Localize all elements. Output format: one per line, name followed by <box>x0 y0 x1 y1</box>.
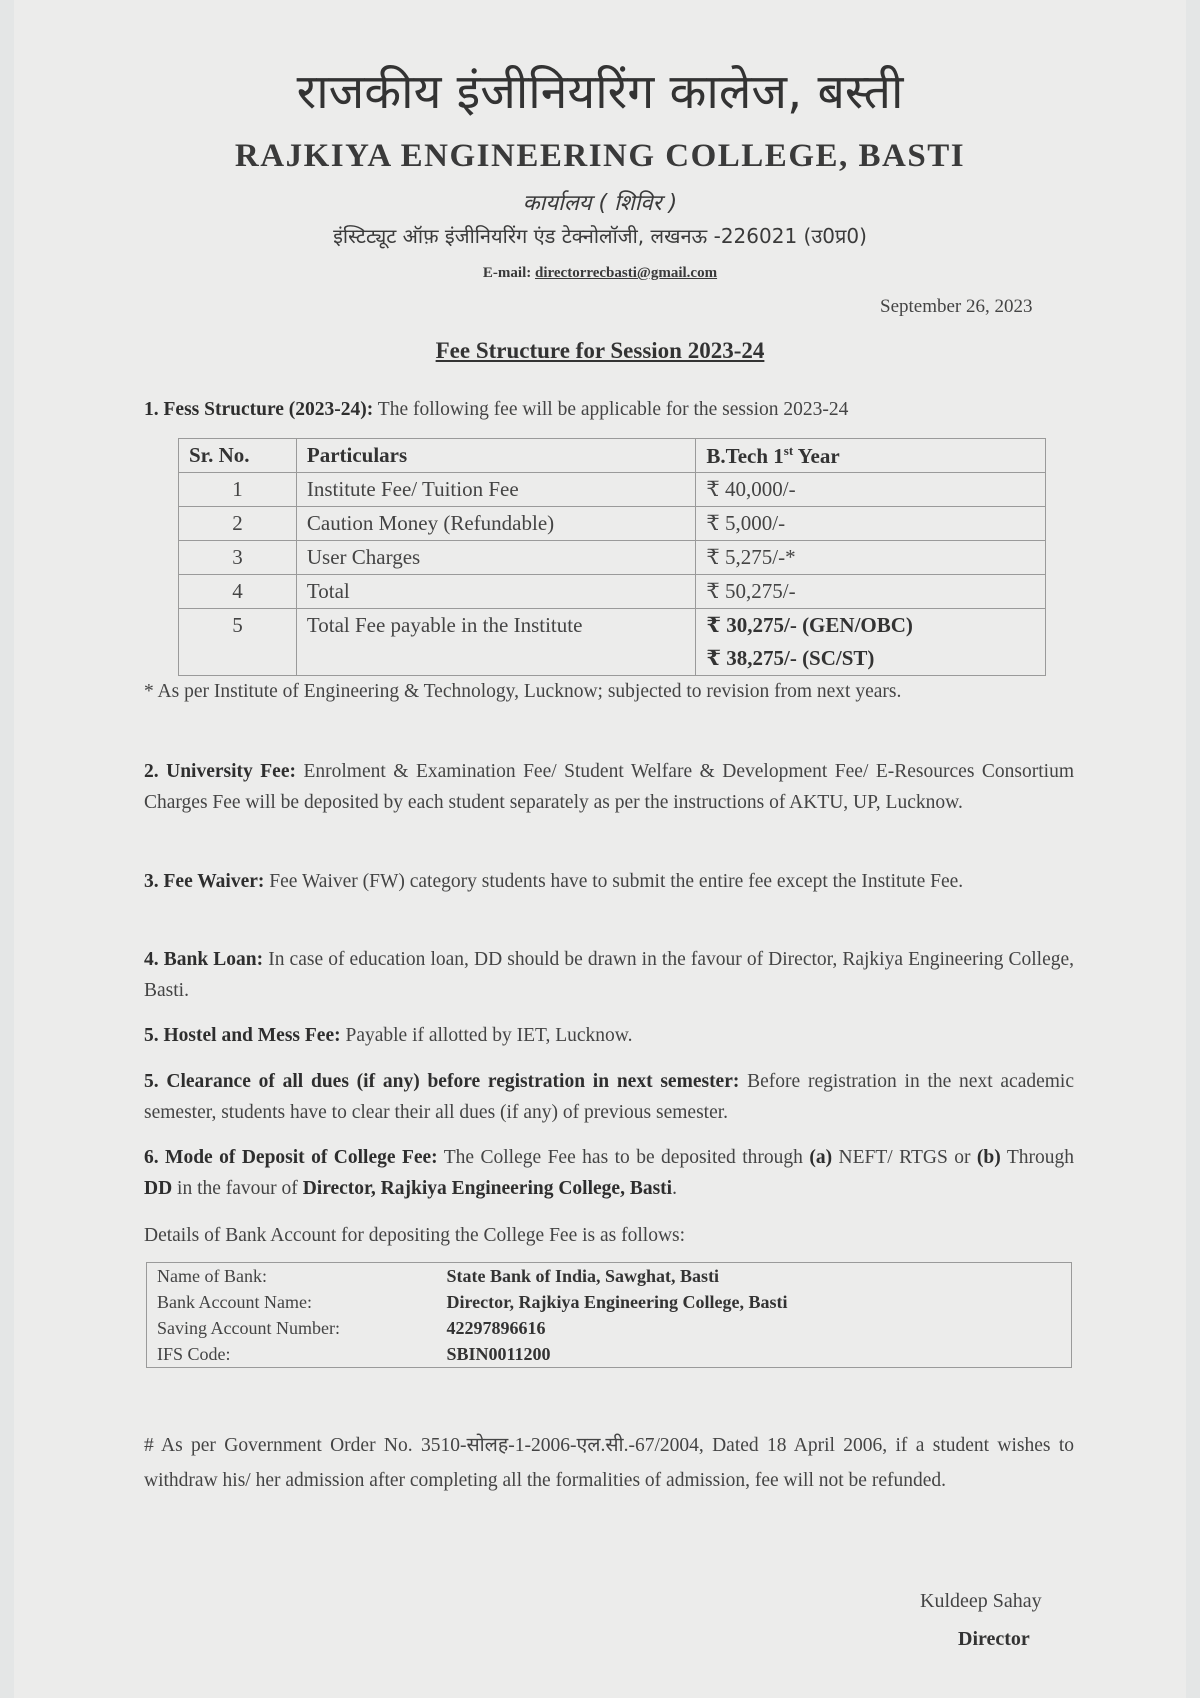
particular: Institute Fee/ Tuition Fee <box>296 473 696 507</box>
table-row <box>179 473 1046 507</box>
table-footnote: * As per Institute of Engineering & Technology, Lucknow; subjected to revision from next years. <box>144 681 902 702</box>
amount: ₹ 50,275/- <box>696 575 1046 609</box>
section-6-label: 6. Mode of Deposit of College Fee: <box>144 1147 438 1168</box>
bank-label: Bank Account Name: <box>157 1291 312 1312</box>
sr-no: 5 <box>179 609 297 676</box>
amount-gen-obc: ₹ 30,275/- (GEN/OBC) <box>706 613 913 637</box>
header-btech-year: B.Tech 1st Year <box>696 439 1046 473</box>
signatory-title: Director <box>958 1628 1030 1650</box>
section-5-clearance-label: 5. Clearance of all dues (if any) before registration in next semester: <box>144 1071 740 1092</box>
college-name-english: RAJKIYA ENGINEERING COLLEGE, BASTI <box>234 138 966 174</box>
email-line <box>0 265 1200 282</box>
header-sr-no: Sr. No. <box>179 439 297 473</box>
table-row <box>179 575 1046 609</box>
section-5-hostel-text: Payable if allotted by IET, Lucknow. <box>345 1025 633 1046</box>
amount <box>696 609 1046 676</box>
signatory-name: Kuldeep Sahay <box>920 1590 1042 1612</box>
section-3-text: Fee Waiver (FW) category students have to submit the entire fee except the Institute Fee. <box>269 871 964 892</box>
amount-sc-st: ₹ 38,275/- (SC/ST) <box>706 646 875 670</box>
email-label: E-mail: <box>482 265 532 281</box>
option-a: (a) <box>809 1147 833 1168</box>
header-particulars: Particulars <box>296 439 696 473</box>
section-6-text: NEFT/ RTGS or <box>838 1147 971 1168</box>
section-1-text: The following fee will be applicable for the session 2023-24 <box>377 399 849 420</box>
table-row <box>179 609 1046 676</box>
amount: ₹ 5,000/- <box>696 507 1046 541</box>
document-heading: Fee Structure for Session 2023-24 <box>435 338 765 363</box>
college-name-hindi: राजकीय इंजीनियरिंग कालेज, बस्ती <box>296 64 904 120</box>
section-3 <box>144 866 1074 897</box>
particular: Caution Money (Refundable) <box>296 507 696 541</box>
table-row <box>147 1289 1072 1315</box>
section-6-text: in the favour of <box>177 1178 298 1199</box>
sr-no: 3 <box>179 541 297 575</box>
table-row <box>147 1315 1072 1341</box>
section-6-text: Through <box>1006 1147 1075 1168</box>
section-1 <box>144 394 1074 425</box>
table-row <box>147 1263 1072 1290</box>
section-5-clearance-text: Before registration in the next academic semester, students have to clear their all dues (if any) of previous semester. <box>144 1071 1074 1123</box>
bank-value: 42297896616 <box>446 1317 546 1338</box>
dd-label: DD <box>144 1178 173 1199</box>
office-camp-label: कार्यालय ( शिविर ) <box>522 191 678 216</box>
section-3-label: 3. Fee Waiver: <box>144 871 265 892</box>
table-row <box>147 1341 1072 1368</box>
section-6 <box>144 1142 1074 1204</box>
bank-value: Director, Rajkiya Engineering College, Basti <box>446 1291 788 1312</box>
section-2-label: 2. University Fee: <box>144 761 296 782</box>
section-2-text: Enrolment & Examination Fee/ Student Welfare & Development Fee/ E-Resources Consortium Charges Fee will be deposited by each student separately as per the instructions of AKTU, UP, Lucknow. <box>144 761 1074 813</box>
bank-label: Saving Account Number: <box>157 1317 340 1338</box>
sr-no: 1 <box>179 473 297 507</box>
section-4 <box>144 944 1074 1006</box>
bank-label: IFS Code: <box>157 1343 231 1364</box>
section-4-label: 4. Bank Loan: <box>144 949 264 970</box>
particular: User Charges <box>296 541 696 575</box>
bank-details-intro: Details of Bank Account for depositing the College Fee is as follows: <box>144 1225 686 1246</box>
sr-no: 2 <box>179 507 297 541</box>
fee-table-header <box>179 439 1046 473</box>
section-5-clearance <box>144 1066 1074 1128</box>
document-date: September 26, 2023 <box>880 296 1033 317</box>
section-6-text: The College Fee has to be deposited through <box>443 1147 803 1168</box>
section-6-end: . <box>672 1178 677 1199</box>
email-link[interactable]: directorrecbasti@gmail.com <box>534 265 718 281</box>
sr-no: 4 <box>179 575 297 609</box>
government-order-note: # As per Government Order No. 3510-सोलह-1-2006-एल.सी.-67/2004, Dated 18 April 2006, if a student wishes to withdraw his/ her admission after completing all the formalities of admission, fee will not be refunded. <box>144 1435 1074 1491</box>
bank-value: State Bank of India, Sawghat, Basti <box>446 1265 720 1286</box>
institute-address: इंस्टिट्यूट ऑफ़ इंजीनियरिंग एंड टेक्नोलॉजी, लखनऊ -226021 (उ0प्र0) <box>333 224 867 248</box>
section-5-hostel-label: 5. Hostel and Mess Fee: <box>144 1025 341 1046</box>
bank-details-table <box>146 1262 1072 1368</box>
payee-name: Director, Rajkiya Engineering College, Basti <box>302 1178 673 1199</box>
amount: ₹ 40,000/- <box>696 473 1046 507</box>
bank-label: Name of Bank: <box>157 1265 267 1286</box>
section-4-text: In case of education loan, DD should be drawn in the favour of Director, Rajkiya Engineering College, Basti. <box>144 949 1075 1001</box>
section-2 <box>144 756 1074 818</box>
section-5-hostel <box>144 1020 1074 1051</box>
particular: Total Fee payable in the Institute <box>296 609 696 676</box>
particular: Total <box>296 575 696 609</box>
table-row <box>179 507 1046 541</box>
option-b: (b) <box>976 1147 1001 1168</box>
section-1-label: 1. Fess Structure (2023-24): <box>144 399 374 420</box>
bank-value: SBIN0011200 <box>446 1343 551 1364</box>
table-row <box>179 541 1046 575</box>
amount: ₹ 5,275/-* <box>696 541 1046 575</box>
fee-table <box>178 438 1046 676</box>
